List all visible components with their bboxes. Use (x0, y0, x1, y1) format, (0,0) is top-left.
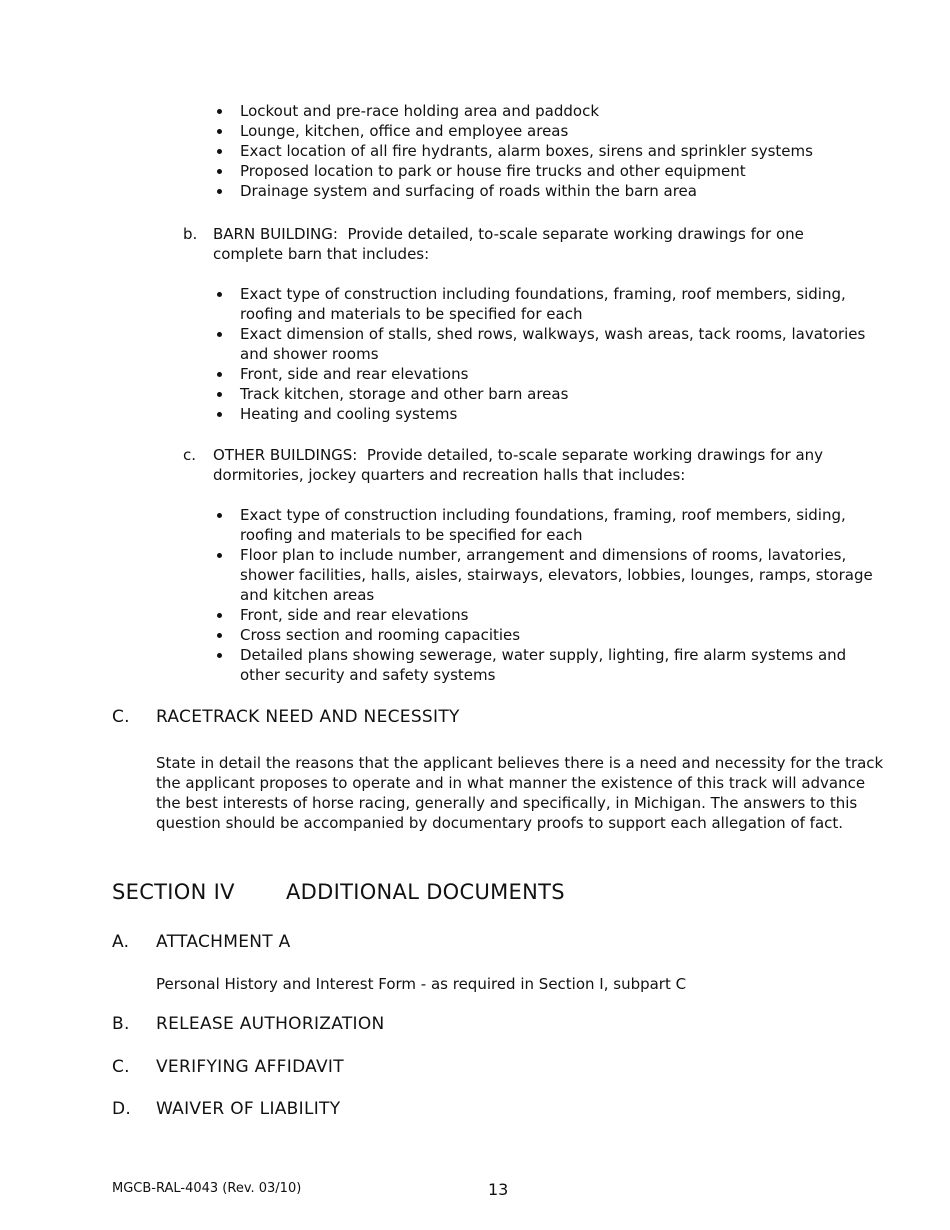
attachment-a-heading: ATTACHMENT A (156, 932, 291, 952)
list-item: Lockout and pre-race holding area and paddock (240, 101, 880, 121)
list-item: Proposed location to park or house fire trucks and other equipment (240, 161, 880, 181)
barn-building-letter: b. (183, 225, 198, 243)
barn-building-list (240, 284, 880, 424)
attachment-a-letter: A. (112, 932, 130, 952)
form-id: MGCB-RAL-4043 (Rev. 03/10) (112, 1181, 302, 1196)
racetrack-letter: C. (112, 707, 130, 727)
verifying-affidavit-letter: C. (112, 1057, 130, 1077)
list-item: Floor plan to include number, arrangement and dimensions of rooms, lavatories, shower facilities, halls, aisles, stairways, elevators, lobbies, lounges, ramps, storage and kitchen areas (240, 545, 880, 605)
other-buildings-letter: c. (183, 446, 197, 464)
barn-building-intro (213, 224, 873, 264)
other-buildings-heading: OTHER BUILDINGS: (213, 446, 358, 464)
attachment-a-body: Personal History and Interest Form - as required in Section I, subpart C (156, 975, 687, 993)
barn-area-requirements-list (240, 101, 880, 201)
list-item: Exact type of construction including foundations, framing, roof members, siding, roofing and materials to be specified for each (240, 284, 880, 324)
other-buildings-list (240, 505, 880, 685)
list-item: Exact location of all fire hydrants, alarm boxes, sirens and sprinkler systems (240, 141, 880, 161)
list-item: Exact type of construction including foundations, framing, roof members, siding, roofing and materials to be specified for each (240, 505, 880, 545)
list-item: Drainage system and surfacing of roads within the barn area (240, 181, 880, 201)
list-item: Front, side and rear elevations (240, 364, 880, 384)
racetrack-body: State in detail the reasons that the applicant believes there is a need and necessity for the track the applicant proposes to operate and in what manner the existence of this track will advance the best interests of horse racing, generally and specifically, in Michigan. The answers to this question should be accompanied by documentary proofs to support each allegation of fact. (156, 754, 884, 832)
section-title: ADDITIONAL DOCUMENTS (286, 880, 565, 904)
waiver-of-liability-letter: D. (112, 1099, 132, 1119)
verifying-affidavit-heading: VERIFYING AFFIDAVIT (156, 1057, 344, 1077)
list-item: Cross section and rooming capacities (240, 625, 880, 645)
list-item: Lounge, kitchen, office and employee areas (240, 121, 880, 141)
waiver-of-liability-heading: WAIVER OF LIABILITY (156, 1099, 341, 1119)
list-item: Track kitchen, storage and other barn areas (240, 384, 880, 404)
page-number: 13 (488, 1180, 509, 1199)
section-number: SECTION IV (112, 880, 235, 904)
release-authorization-letter: B. (112, 1014, 130, 1034)
other-buildings-intro (213, 445, 873, 485)
barn-building-heading: BARN BUILDING: (213, 225, 338, 243)
list-item: Front, side and rear elevations (240, 605, 880, 625)
racetrack-heading: RACETRACK NEED AND NECESSITY (156, 707, 460, 727)
list-item: Detailed plans showing sewerage, water supply, lighting, fire alarm systems and other security and safety systems (240, 645, 880, 685)
barn-building-description: Provide detailed, to-scale separate working drawings for one complete barn that includes: (213, 225, 804, 263)
release-authorization-heading: RELEASE AUTHORIZATION (156, 1014, 385, 1034)
list-item: Exact dimension of stalls, shed rows, walkways, wash areas, tack rooms, lavatories and shower rooms (240, 324, 880, 364)
other-buildings-description: Provide detailed, to-scale separate working drawings for any dormitories, jockey quarters and recreation halls that includes: (213, 446, 824, 484)
list-item: Heating and cooling systems (240, 404, 880, 424)
